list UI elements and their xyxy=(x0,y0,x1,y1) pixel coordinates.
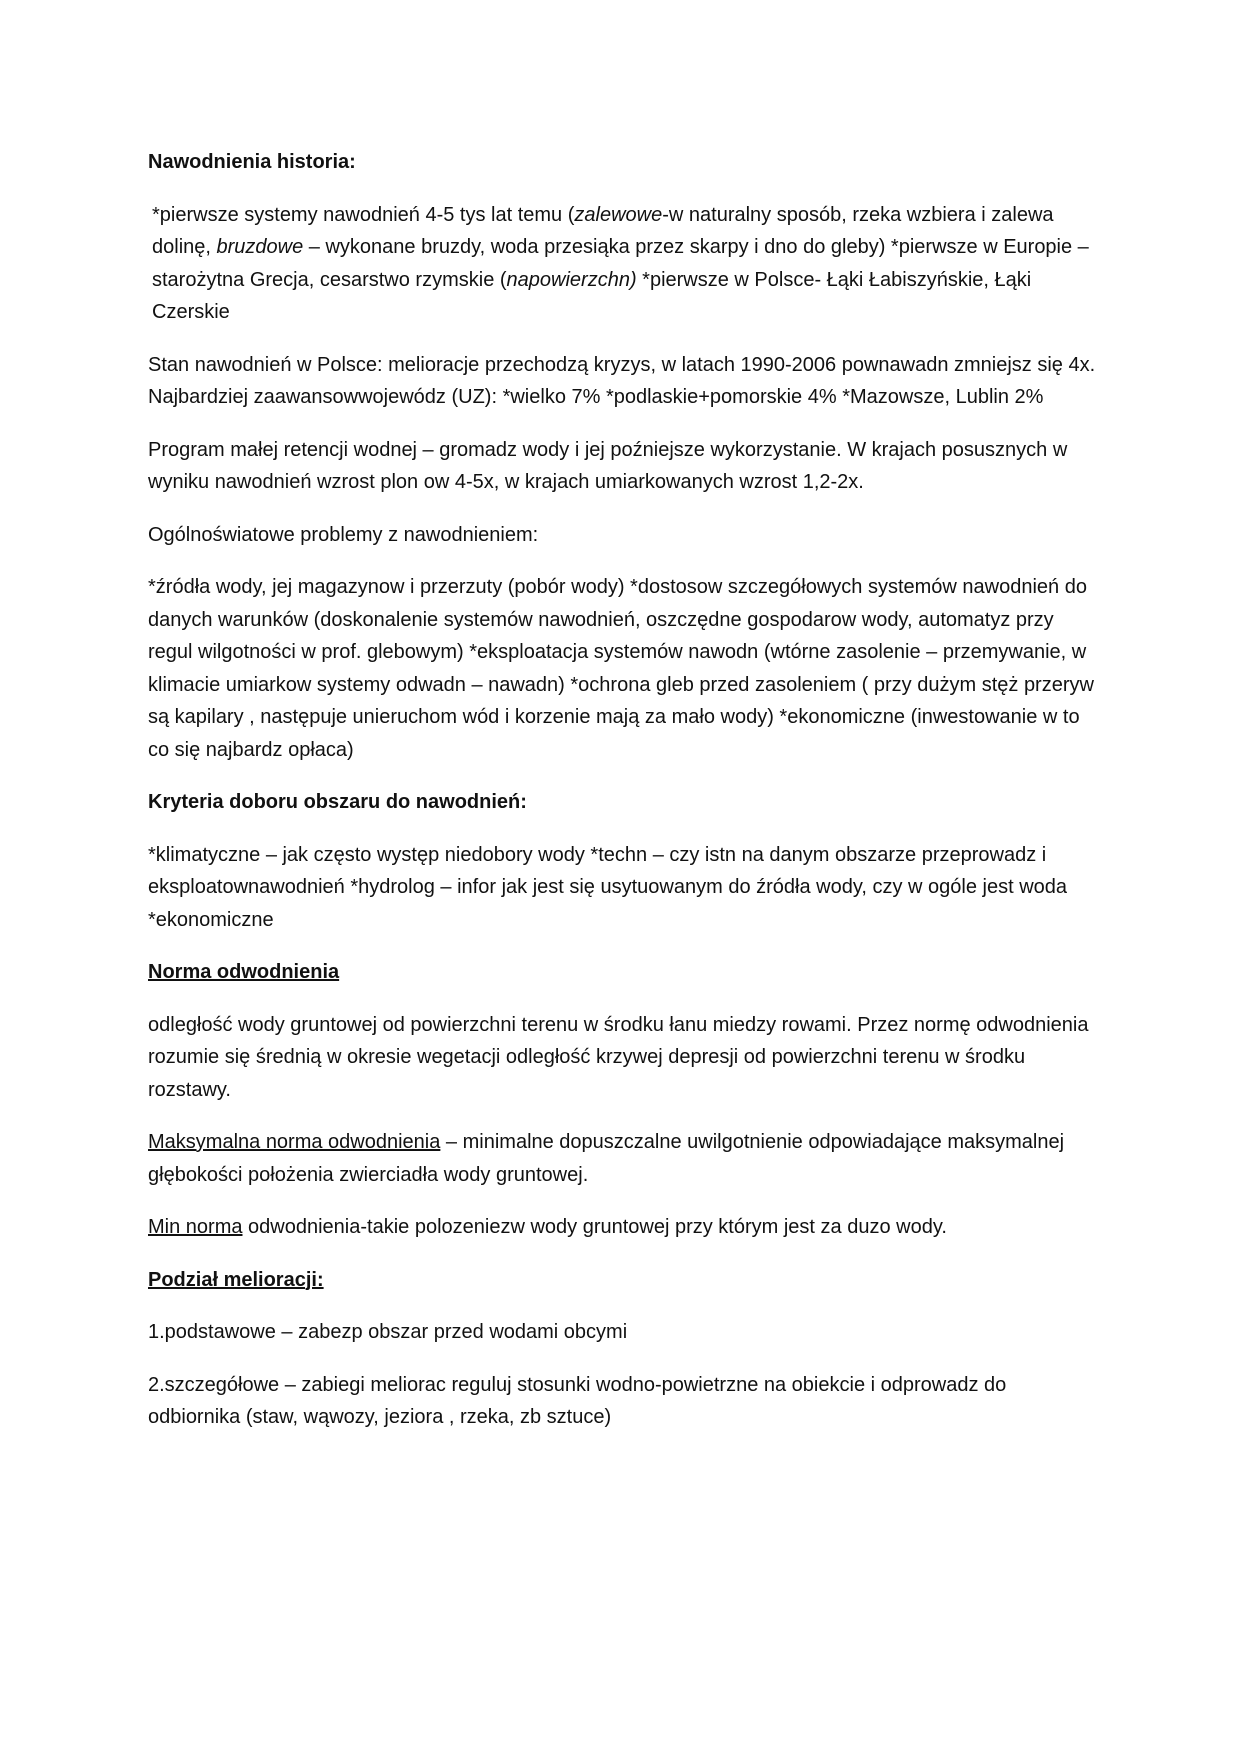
paragraph-problemy-heading: Ogólnoświatowe problemy z nawodnieniem: xyxy=(148,523,539,546)
paragraph-min-norma xyxy=(148,1211,1098,1244)
italic-term-napowierzchn: napowierzchn) xyxy=(506,268,637,291)
text-run: odwodnienia-takie polozeniezw wody gruntowej przy którym jest za duzo wody. xyxy=(242,1216,947,1238)
text-run: *pierwsze systemy nawodnień 4-5 tys lat temu ( xyxy=(152,203,575,226)
paragraph-szczegolowe: 2.szczegółowe – zabiegi meliorac reguluj stosunki wodno-powietrzne na obiekcie i odprowadz do odbiornika (staw, wąwozy, jeziora , rzeka, zb sztuce) xyxy=(148,1373,1007,1428)
paragraph-stan-nawodnien: Stan nawodnień w Polsce: melioracje przechodzą kryzys, w latach 1990-2006 pownawadn zmniejsz się 4x. Najbardziej zaawansowwojewódz (UZ): *wielko 7% *podlaskie+pomorskie 4% *Mazowsze, Lublin 2% xyxy=(148,353,1096,408)
document-body xyxy=(148,146,1098,1454)
paragraph-program-retencji: Program małej retencji wodnej – gromadz wody i jej poźniejsze wykorzystanie. W krajach posusznych w wyniku nawodnień wzrost plon ow 4-5x, w krajach umiarkowanych wzrost 1,2-2x. xyxy=(148,438,1068,493)
paragraph-history xyxy=(148,199,1098,329)
underlined-term-maksymalna-norma: Maksymalna norma odwodnienia xyxy=(148,1131,441,1153)
heading-norma-odwodnienia: Norma odwodnienia xyxy=(148,961,340,983)
paragraph-norma-definition: odległość wody gruntowej od powierzchni terenu w środku łanu miedzy rowami. Przez normę odwodnienia rozumie się średnią w okresie wegetacji odległość krzywej depresji od powierzchni terenu w środku rozstawy. xyxy=(148,1013,1089,1101)
heading-nawodnienia-historia: Nawodnienia historia: xyxy=(148,151,356,173)
paragraph-maksymalna-norma xyxy=(148,1126,1098,1191)
italic-term-zalewowe: zalewowe xyxy=(574,203,663,226)
heading-kryteria: Kryteria doboru obszaru do nawodnień: xyxy=(148,791,527,813)
italic-term-bruzdowe: bruzdowe xyxy=(216,236,304,258)
paragraph-kryteria-list: *klimatyczne – jak często występ niedobory wody *techn – czy istn na danym obszarze przeprowadz i eksploatownawodnień *hydrolog – infor jak jest się usytuowanym do źródła wody, czy w ogóle jest woda *ekonomiczne xyxy=(148,843,1068,931)
text-run: – minimalne dopuszczalne uwilgotnienie odpowiadające maksymalnej głębokości położenia zwierciadła wody gruntowej. xyxy=(148,1131,1065,1186)
underlined-term-min-norma: Min norma xyxy=(148,1216,243,1238)
text-run: *pierwsze w Polsce- Łąki Łabiszyńskie, Łąki Czerskie xyxy=(152,268,1032,323)
text-run: – wykonane bruzdy, woda przesiąka przez skarpy i dno do gleby) *pierwsze w Europie – starożytna Grecja, cesarstwo rzymskie ( xyxy=(152,236,1089,291)
paragraph-problemy-list: *źródła wody, jej magazynow i przerzuty (pobór wody) *dostosow szczegółowych systemów nawodnień do danych warunków (doskonalenie systemów nawodnień, oszczędne gospodarow wody, automatyz przy regul wilgotności w prof. glebowym) *eksploatacja systemów nawodn (wtórne zasolenie – przemywanie, w klimacie umiarkow systemy odwadn – nawadn) *ochrona gleb przed zasoleniem ( przy dużym stęż przeryw są kapilary , następuje unieruchom wód i korzenie mają za mało wody) *ekonomiczne (inwestowanie w to co się najbardz opłaca) xyxy=(148,576,1094,761)
text-run: -w naturalny sposób, rzeka wzbiera i zalewa dolinę, xyxy=(152,203,1054,258)
heading-podzial-melioracji: Podział melioracji: xyxy=(148,1268,324,1291)
paragraph-podstawowe: 1.podstawowe – zabezp obszar przed wodami obcymi xyxy=(148,1321,628,1343)
